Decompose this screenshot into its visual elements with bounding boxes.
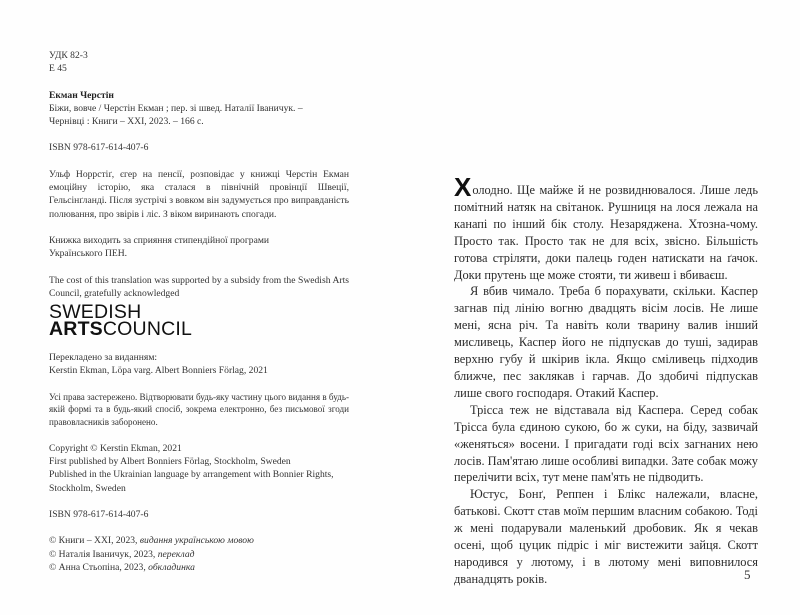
support-notice-ua-2: Українського ПЕН. (49, 248, 128, 260)
logo-council: COUNCIL (102, 318, 193, 341)
bibliographic-line-2: Чернівці : Книги – ХХІ, 2023. – 166 с. (49, 116, 204, 128)
logo-line-2 (49, 318, 349, 341)
bibliographic-line-1: Біжи, вовче / Черстін Екман ; пер. зі швед. Наталії Іваничук. – (49, 102, 303, 114)
rights-notice: Усі права застережено. Відтворювати будь-яку частину цього видання в будь-якій формі та в будь-який спосіб, зокрема електронно, без письмової згоди правовласників заборонено. (49, 391, 349, 428)
translated-from-source: Kerstin Ekman, Löpa varg. Albert Bonniers Förlag, 2021 (49, 365, 268, 377)
paragraph: Юстус, Бонґ, Реппен і Блікс належали, власне, батькові. Скотт став моїм першим власним собакою. Тоді ж мені подарували маленький дробовик. Як я чекав осені, щоб цуцик підріс і міг вистежити зайця. Скотт народився у лютому, і в лютому мені виповнилося дванадцять років. (454, 487, 758, 586)
page-number: 5 (744, 567, 751, 582)
logo-line-1: SWEDISH (49, 301, 142, 324)
credit-role: обкладинка (148, 561, 195, 573)
paragraph: Я вбив чимало. Треба б порахувати, скільки. Каспер загнав під лінію вогню двадцять вісім лосів. Не лише мені, ясна річ. Та навіть коли тварину валив інший мисливець, Каспер його не підпускав до туші, задирав верхню губу й шкірив ікла. Якщо сміливець підходив ближче, пес заклякав і гарчав. До здобичі підпускав лише свого господаря. Отакий Каспер. (454, 284, 758, 400)
copyright-line: Published in the Ukrainian language by arrangement with Bonnier Rights, Stockholm, Sweden (49, 469, 334, 494)
chapter-body (454, 172, 758, 588)
logo-arts: ARTS (49, 318, 103, 341)
imprint-block (49, 49, 349, 574)
credit-role: видання українською мовою (139, 535, 254, 547)
copyright-line: Copyright © Kerstin Ekman, 2021 (49, 442, 182, 454)
isbn-top: ISBN 978-617-614-407-6 (49, 142, 149, 154)
credit-holder: © Наталія Іваничук, 2023, (49, 548, 158, 560)
isbn-bottom: ISBN 978-617-614-407-6 (49, 509, 149, 521)
author-heading: Екман Черстін (49, 89, 114, 101)
copyright-line: First published by Albert Bonniers Förlag, Stockholm, Sweden (49, 456, 291, 468)
paragraph (454, 172, 758, 283)
credit-line (49, 534, 349, 547)
udk-code: УДК 82-3 (49, 50, 88, 61)
bbk-code: Е 45 (49, 63, 67, 75)
credit-role: переклад (157, 548, 195, 560)
credit-holder: © Книги – ХХІ, 2023, (49, 535, 140, 547)
credit-holder: © Анна Стьопіна, 2023, (49, 561, 149, 573)
drop-cap: Х (454, 172, 472, 202)
credit-line (49, 561, 349, 574)
translated-from-label: Перекладено за виданням: (49, 352, 158, 364)
paragraph: Трісса теж не відставала від Каспера. Серед собак Трісса була єдиною сукою, бо ж суки, на біду, зазвичай «женяться» восени. І пригадати годі всіх загнаних нею лосів. Пам'ятаю лише особливі випадки. Зате собак можу перелічити всіх, тут мене пам'ять не підводить. (454, 402, 758, 485)
support-notice-ua-1: Книжка виходить за сприяння стипендійної програми (49, 234, 270, 246)
swedish-arts-council-logo (49, 301, 349, 341)
paragraph-text: олодно. Ще майже й не розвиднювалося. Лише ледь помітний натяк на світанок. Рушниця на лося лежала на канапі по інший бік столу. Незаряджена. Хтозна-чому. Просто так. Просто так не для всіх, звісно. Більшість готова стріляти, доки палець годен натискати на ґачок. Доки прутень ще може стояти, ти живеш і вбиваєш. (454, 183, 758, 282)
credit-line (49, 548, 349, 561)
support-notice-en: The cost of this translation was supported by a subsidy from the Swedish Arts Council, gratefully acknowledged (49, 274, 349, 299)
annotation: Ульф Норрстіґ, єгер на пенсії, розповідає у книжці Черстін Екман емоційну історію, яка сталася в північній провінції Швеції, Гельсінґланді. Після зустрічі з вовком він задумується про виправданість полювання, про звірів і ліс. З віком виринають спогади. (49, 168, 349, 220)
